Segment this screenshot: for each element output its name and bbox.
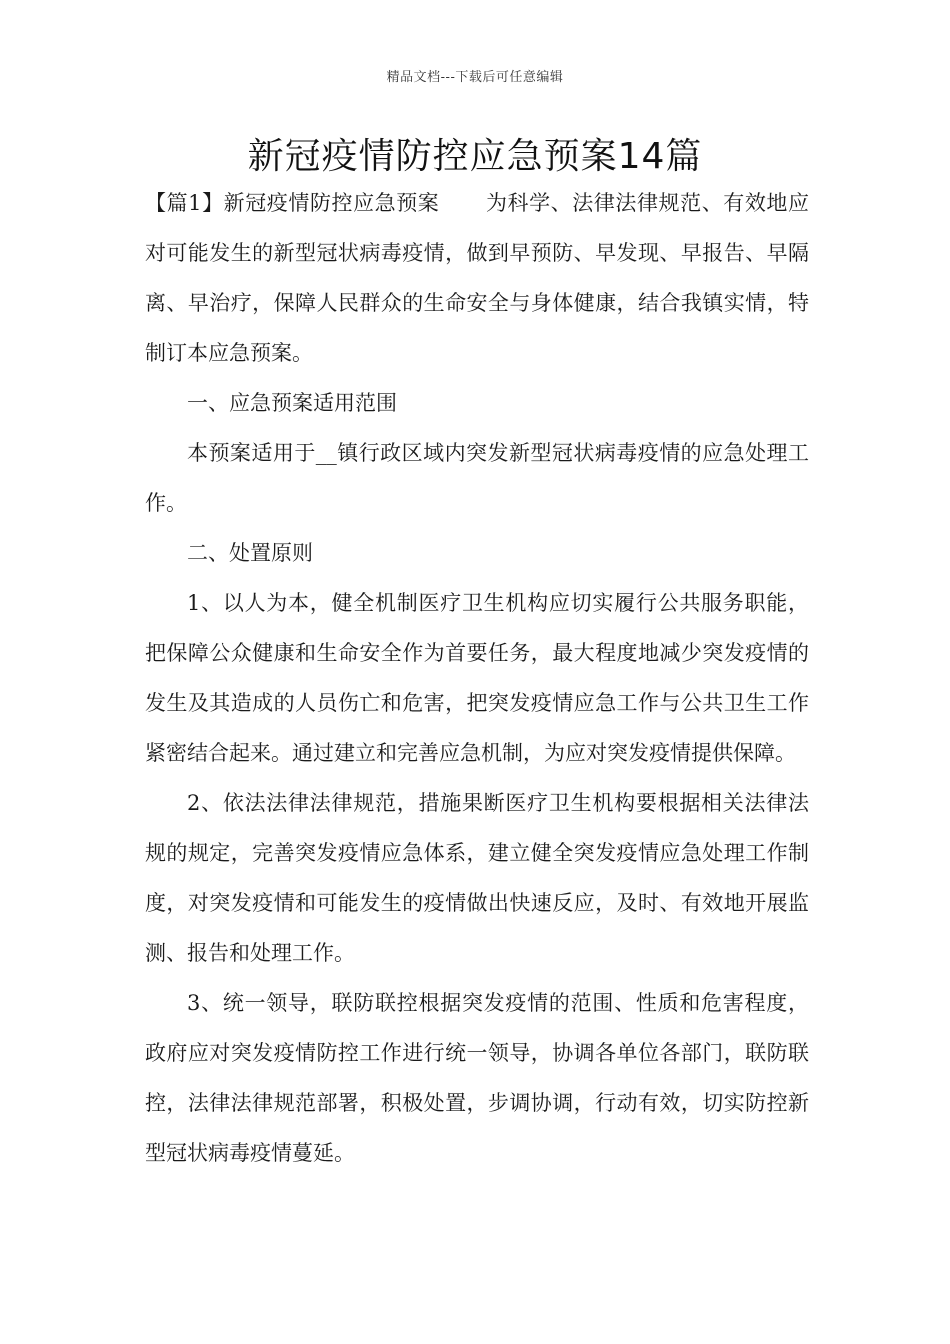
- intro-text: 为科学、法律法律规范、有效地应对可能发生的新型冠状病毒疫情，做到早预防、早发现、早报告、早隔离、早治疗，保障人民群众的生命安全与身体健康，结合我镇实情，特制订本应急预案。: [145, 191, 809, 365]
- principle-2-paragraph: 2、依法法律法律规范，措施果断医疗卫生机构要根据相关法律法规的规定，完善突发疫情应急体系，建立健全突发疫情应急处理工作制度，对突发疫情和可能发生的疫情做出快速反应，及时、有效地开展监测、报告和处理工作。: [145, 791, 809, 965]
- intro-paragraph: [145, 178, 809, 378]
- section-heading-principles: 二、处置原则: [187, 541, 313, 565]
- section-heading-scope: 一、应急预案适用范围: [187, 391, 397, 415]
- document-title: 新冠疫情防控应急预案14篇: [247, 136, 703, 177]
- scope-paragraph: 本预案适用于__镇行政区域内突发新型冠状病毒疫情的应急处理工作。: [145, 441, 809, 515]
- principle-1-paragraph: 1、以人为本，健全机制医疗卫生机构应切实履行公共服务职能，把保障公众健康和生命安全作为首要任务，最大程度地减少突发疫情的发生及其造成的人员伤亡和危害，把突发疫情应急工作与公共卫生工作紧密结合起来。通过建立和完善应急机制，为应对突发疫情提供保障。: [145, 591, 809, 765]
- section-heading-pian1: 【篇1】新冠疫情防控应急预案: [145, 191, 440, 215]
- document-body: [145, 178, 809, 1178]
- principle-3-paragraph: 3、统一领导，联防联控根据突发疫情的范围、性质和危害程度，政府应对突发疫情防控工作进行统一领导，协调各单位各部门，联防联控，法律法律规范部署，积极处置，步调协调，行动有效，切实防控新型冠状病毒疫情蔓延。: [145, 991, 809, 1165]
- header-note: 精品文档---下载后可任意编辑: [386, 70, 564, 85]
